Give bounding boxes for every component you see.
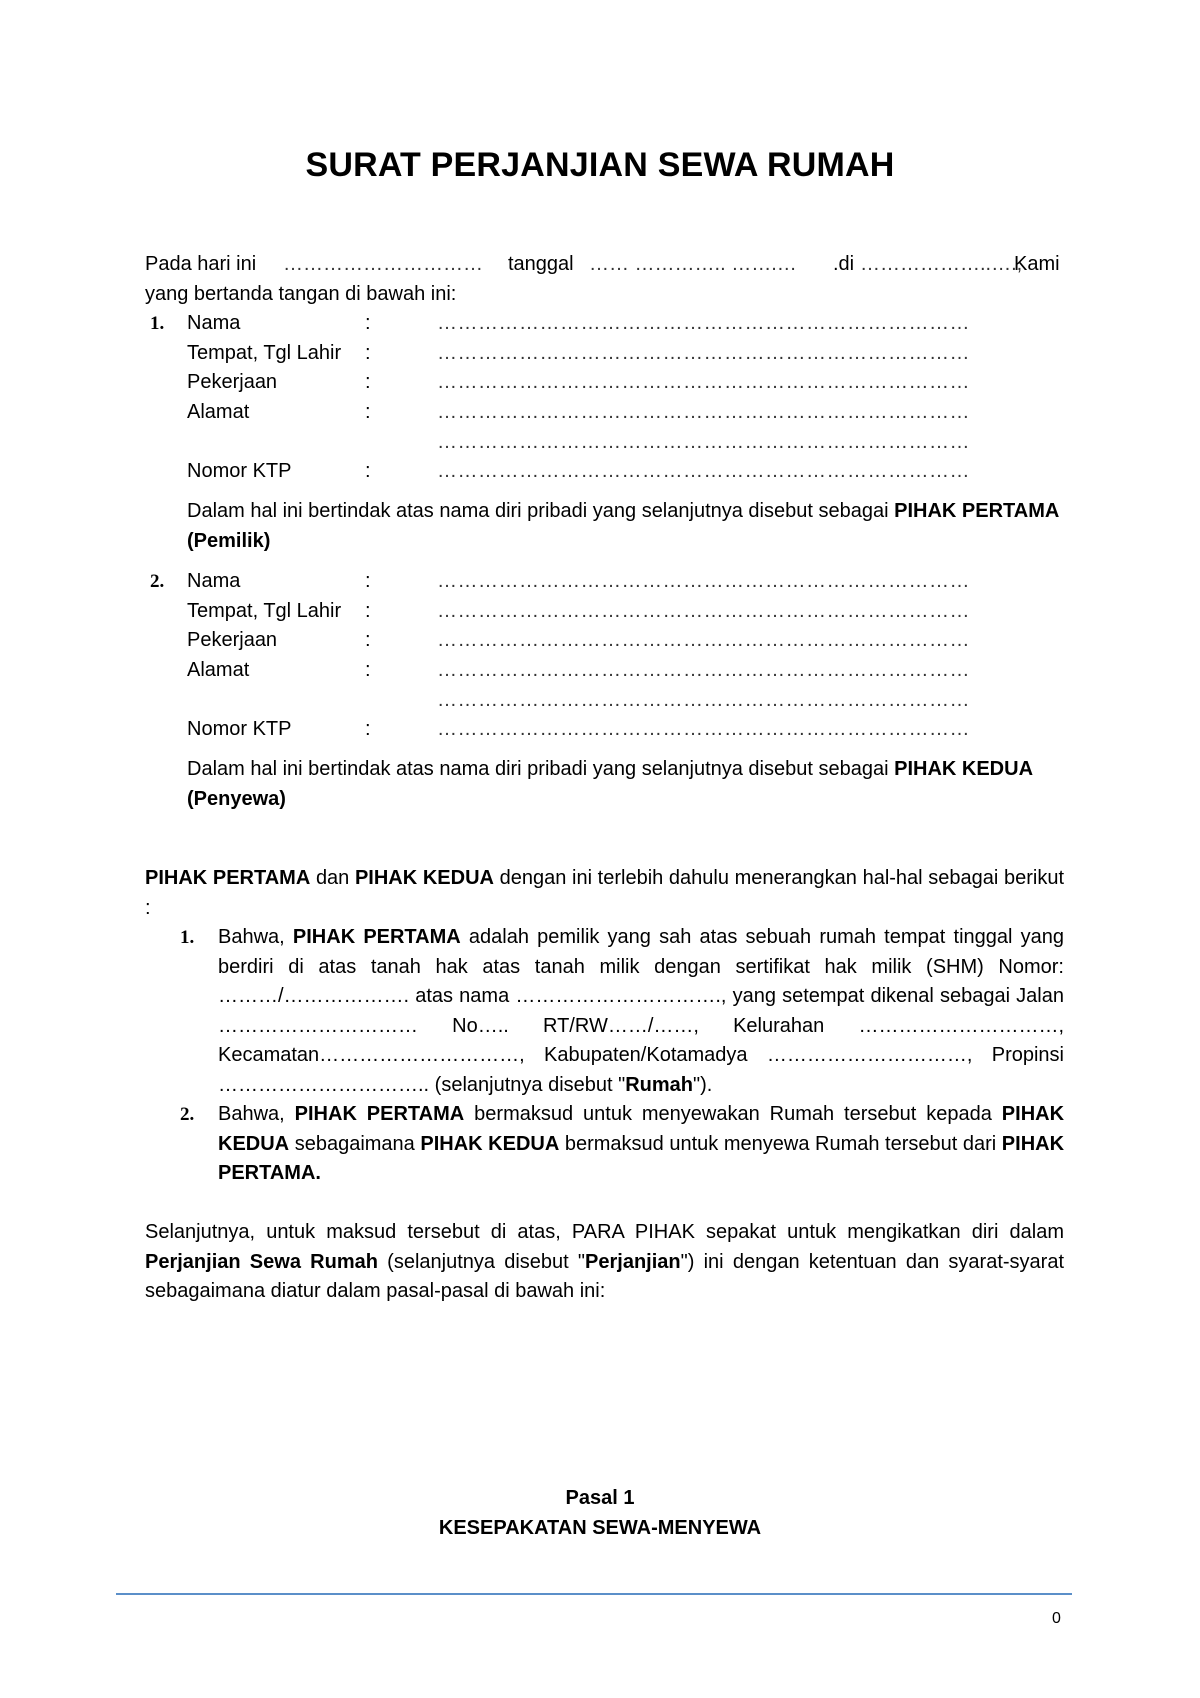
party1-pekerjaan-field[interactable]: ……………………………………………………………………	[437, 371, 970, 393]
recital-item1	[218, 923, 1064, 1100]
intro-kami: Kami	[1014, 253, 1060, 275]
party1-ttl-label: Tempat, Tgl Lahir	[187, 342, 342, 364]
party1-pekerjaan-label: Pekerjaan	[187, 371, 278, 393]
party2-nama-label: Nama	[187, 570, 241, 592]
party1-pekerjaan-colon: :	[365, 371, 371, 393]
closing-e: ") ini dengan ketentuan dan syarat-syarat sebagaimana diatur dalam pasal-pasal di bawah ini:	[145, 1250, 1065, 1302]
party1-statement	[187, 497, 1064, 556]
recitals-intro	[145, 864, 1064, 923]
party1-alamat-field-2[interactable]: ……………………………………………………………………	[437, 431, 970, 453]
intro-dots-place: ………………..….,	[860, 253, 1023, 275]
recitals-p1: PIHAK PERTAMA	[145, 867, 311, 889]
page-number: 0	[1052, 1610, 1061, 1627]
party2-nama-field[interactable]: ……………………………………………………………………	[437, 570, 970, 592]
recital-item2-number: 2.	[180, 1104, 195, 1125]
recital-item2-d: PIHAK KEDUA	[218, 1103, 1065, 1155]
party2-statement-bold: PIHAK KEDUA (Penyewa)	[187, 758, 1033, 810]
closing-c: (selanjutnya disebut "	[387, 1250, 586, 1273]
party2-alamat-colon: :	[365, 659, 371, 681]
recital-item2	[218, 1100, 1064, 1189]
recital-item1-e: ").	[693, 1073, 713, 1096]
recital-item2-h: PIHAK PERTAMA.	[218, 1132, 1065, 1184]
recitals-p2: PIHAK KEDUA	[354, 867, 494, 889]
closing-paragraph	[145, 1218, 1064, 1307]
party1-nama-label: Nama	[187, 312, 241, 334]
party1-ktp-field[interactable]: ……………………………………………………………………	[437, 460, 970, 482]
recital-item2-g: bermaksud untuk menyewa Rumah tersebut dari	[564, 1132, 997, 1155]
party1-alamat-field[interactable]: ……………………………………………………………………	[437, 401, 970, 423]
party2-number: 2.	[150, 571, 165, 592]
intro-line-2: yang bertanda tangan di bawah ini:	[145, 283, 457, 305]
party2-ttl-field[interactable]: ……………………………………………………………………	[437, 600, 970, 622]
party1-alamat-colon: :	[365, 401, 371, 423]
pasal-number: Pasal 1	[565, 1487, 635, 1509]
party2-nama-colon: :	[365, 570, 371, 592]
intro-tanggal: tanggal	[508, 253, 574, 275]
closing-a: Selanjutnya, untuk maksud tersebut di atas, PARA PIHAK sepakat untuk mengikatkan diri dalam	[145, 1221, 1064, 1243]
party1-ttl-colon: :	[365, 342, 371, 364]
party1-ktp-colon: :	[365, 460, 371, 482]
closing-d: Perjanjian	[585, 1250, 681, 1273]
party2-statement	[187, 755, 1064, 814]
party1-ktp-label: Nomor KTP	[187, 460, 292, 482]
recital-item2-b: PIHAK PERTAMA	[294, 1103, 465, 1125]
party2-ktp-field[interactable]: ……………………………………………………………………	[437, 718, 970, 740]
recital-item2-f: PIHAK KEDUA	[420, 1132, 560, 1155]
closing-b: Perjanjian Sewa Rumah	[145, 1250, 378, 1273]
recital-item2-c: bermaksud untuk menyewakan Rumah tersebut kepada	[474, 1103, 992, 1125]
party1-nama-field[interactable]: ……………………………………………………………………	[437, 312, 970, 334]
party2-ttl-label: Tempat, Tgl Lahir	[187, 600, 342, 622]
party1-number: 1.	[150, 313, 165, 334]
party2-ktp-colon: :	[365, 718, 371, 740]
document-title: SURAT PERJANJIAN SEWA RUMAH	[305, 146, 895, 184]
party2-statement-text: Dalam hal ini bertindak atas nama diri pribadi yang selanjutnya disebut sebagai	[187, 758, 889, 780]
party2-alamat-field-2[interactable]: ……………………………………………………………………	[437, 689, 970, 711]
party2-pekerjaan-label: Pekerjaan	[187, 629, 278, 651]
party2-alamat-label: Alamat	[187, 659, 250, 681]
party1-nama-colon: :	[365, 312, 371, 334]
intro-dots-date: …… ………….. …….…	[589, 253, 797, 275]
intro-di: .di	[833, 253, 855, 275]
footer-divider	[116, 1593, 1072, 1595]
recital-item2-a: Bahwa,	[218, 1103, 285, 1125]
party2-ktp-label: Nomor KTP	[187, 718, 292, 740]
intro-pre: Pada hari ini	[145, 253, 257, 275]
party2-pekerjaan-field[interactable]: ……………………………………………………………………	[437, 629, 970, 651]
recital-item1-b: PIHAK PERTAMA	[292, 926, 461, 948]
intro-dots-day: …………………………	[283, 253, 483, 275]
recital-item1-a: Bahwa,	[218, 926, 285, 948]
party1-ttl-field[interactable]: ……………………………………………………………………	[437, 342, 970, 364]
recital-item1-c: adalah pemilik yang sah atas sebuah rumah tempat tinggal yang berdiri di atas tanah hak atas tanah milik dengan sertifikat hak milik (SHM) Nomor: ………/………………. atas nama …………………………., yang setempat dikenal sebagai Jalan ………………………… No….. RT/RW……/……, Kelurahan …………………………, Kecamatan…………………………, Kabupaten/Kotamadya …………………………, Propinsi ………………………….. (selanjutnya disebut "	[218, 926, 1064, 1096]
party2-pekerjaan-colon: :	[365, 629, 371, 651]
recitals-dan: dan	[315, 867, 350, 889]
pasal-heading: KESEPAKATAN SEWA-MENYEWA	[438, 1517, 762, 1539]
party2-ttl-colon: :	[365, 600, 371, 622]
recitals-rest: dengan ini terlebih dahulu menerangkan hal-hal sebagai berikut :	[145, 867, 1065, 919]
party1-alamat-label: Alamat	[187, 401, 250, 423]
recital-item1-d: Rumah	[625, 1073, 694, 1096]
party1-statement-text: Dalam hal ini bertindak atas nama diri pribadi yang selanjutnya disebut sebagai	[187, 500, 889, 522]
recital-item1-number: 1.	[180, 927, 195, 948]
recital-item2-e: sebagaimana	[294, 1132, 415, 1155]
party2-alamat-field[interactable]: ……………………………………………………………………	[437, 659, 970, 681]
party1-statement-bold: PIHAK PERTAMA (Pemilik)	[187, 500, 1059, 552]
